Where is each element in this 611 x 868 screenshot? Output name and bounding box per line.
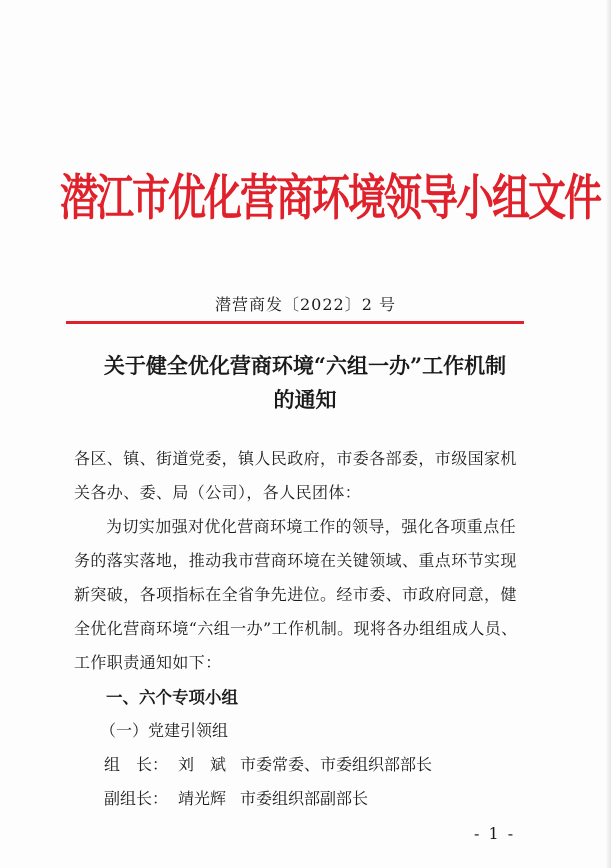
member-role: 组 长：: [104, 755, 169, 774]
recipients-line-1: 各区、镇、街道党委，镇人民政府，市委各部委，市级国家机: [74, 449, 517, 468]
section-heading-1: 一、六个专项小组: [106, 688, 238, 707]
paragraph-line-4: 全优化营商环境“六组一办”工作机制。现将各办组组成人员、: [74, 619, 518, 638]
member-title: 市委组织部副部长: [240, 789, 369, 808]
scan-edge-shadow: [605, 0, 611, 868]
paragraph-line-3: 新突破，各项指标在全省争先进位。经市委、市政府同意，健: [74, 585, 517, 604]
document-title-line-1: 关于健全优化营商环境“六组一办”工作机制: [103, 353, 507, 378]
document-number: 潜营商发〔2022〕2 号: [215, 295, 396, 314]
member-role: 副组长：: [104, 789, 169, 808]
member-name: 靖光辉: [178, 789, 227, 808]
paragraph-line-2: 务的落实落地，推动我市营商环境在关键领域、重点环节实现: [74, 551, 517, 570]
page-number: - 1 -: [474, 824, 516, 843]
red-separator-line: [66, 321, 524, 324]
issuing-organization-header: 潜江市优化营商环境领导小组文件: [60, 168, 601, 226]
member-title: 市委常委、市委组织部部长: [240, 755, 433, 774]
recipients-line-2: 关各办、委、局（公司），各人民团体：: [74, 483, 362, 502]
member-name: 刘 斌: [178, 755, 227, 774]
paragraph-line-1: 为切实加强对优化营商环境工作的领导，强化各项重点任: [106, 517, 517, 536]
document-title-line-2: 的通知: [273, 387, 337, 412]
paragraph-line-5: 工作职责通知如下：: [74, 653, 222, 672]
member-row: [104, 786, 368, 809]
member-row: [104, 752, 432, 775]
subsection-heading-1: （一）党建引领组: [100, 721, 229, 740]
